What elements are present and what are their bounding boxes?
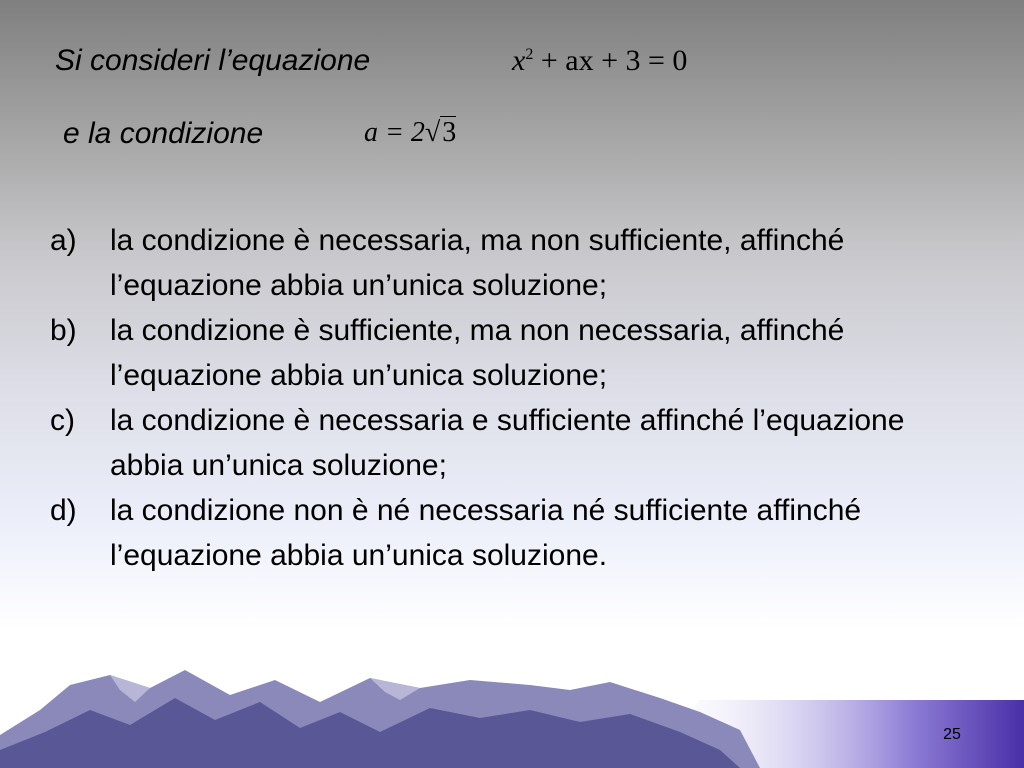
option-text: la condizione non è né necessaria né sufficiente affinché l’equazione abbia un’unica soluzione. bbox=[110, 494, 862, 572]
equation-variable: x bbox=[512, 44, 526, 77]
equation-rest: + ax + 3 = 0 bbox=[540, 44, 688, 77]
mountain-decoration bbox=[0, 640, 1024, 768]
intro-text: Si consideri l’equazione bbox=[55, 44, 371, 77]
option-d bbox=[50, 488, 950, 578]
slide-number: 25 bbox=[943, 726, 961, 743]
option-label: c) bbox=[50, 404, 75, 437]
condition-lhs: a = 2 bbox=[364, 117, 425, 148]
equation bbox=[512, 44, 687, 78]
option-b bbox=[50, 308, 950, 398]
option-text: la condizione è necessaria, ma non sufficiente, affinché l’equazione abbia un’unica soluzione; bbox=[110, 224, 845, 302]
option-a bbox=[50, 218, 950, 308]
option-label: d) bbox=[50, 494, 77, 527]
sqrt-symbol: √ bbox=[424, 117, 441, 148]
condition-radicand: 3 bbox=[442, 117, 457, 148]
condition-intro-text: e la condizione bbox=[63, 117, 264, 150]
condition-expression bbox=[364, 117, 456, 149]
option-c bbox=[50, 398, 950, 488]
option-text: la condizione è sufficiente, ma non necessaria, affinché l’equazione abbia un’unica soluzione; bbox=[110, 314, 845, 392]
option-label: b) bbox=[50, 314, 77, 347]
option-label: a) bbox=[50, 224, 77, 257]
options-list bbox=[50, 218, 950, 578]
option-text: la condizione è necessaria e sufficiente affinché l’equazione abbia un’unica soluzione; bbox=[110, 404, 905, 482]
equation-exponent: 2 bbox=[525, 46, 534, 63]
